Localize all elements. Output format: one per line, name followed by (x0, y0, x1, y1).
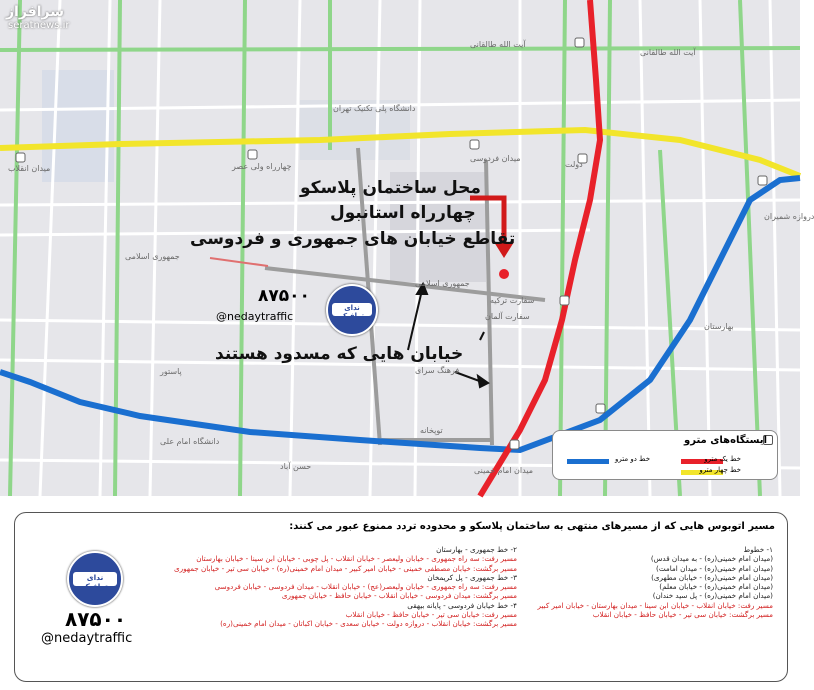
route-line: (میدان امام خمینی(ره) - به میدان قدس) (650, 554, 773, 564)
label-hassan-abad: حسن آباد (280, 462, 312, 471)
label-dolat: دولت (565, 160, 583, 169)
label-baharestan: بهارستان (704, 322, 734, 331)
label-darvazeh: دروازه شمیران (764, 212, 814, 221)
route-line: مسیر رفت: خیابان سی تیر - خیابان حافظ - خیابان انقلاب (345, 610, 517, 620)
brand-handle-panel: @nedaytraffic (41, 631, 133, 646)
route-line: مسیر رفت: سه راه جمهوری - خیابان ولیعصر(عج) - خیابان انقلاب - میدان فردوسی - خیابان فردوسی (214, 582, 517, 592)
brand-handle-map: @nedaytraffic (216, 310, 294, 323)
legend-label-line4: خط چهار مترو (699, 466, 741, 474)
label-istanbul: سفارت ترکیه (490, 296, 535, 305)
label-imam-ali-university: دانشگاه امام علی (160, 437, 220, 446)
routes-column-1 (537, 545, 773, 620)
label-farhang: فرهنگ سرای (415, 366, 460, 375)
label-enghelab-square: میدان انقلاب (8, 164, 51, 173)
route-line: ۲- خط جمهوری - بهارستان (436, 545, 517, 554)
legend-title: ایستگاه‌های مترو (684, 435, 767, 446)
label-toopkhaneh: توپخانه (420, 426, 443, 435)
plasco-location-marker (499, 269, 509, 279)
route-line: (میدان امام خمینی(ره) - پل سید خندان) (652, 591, 773, 601)
label-sefarat: سفارت آلمان (485, 312, 530, 321)
route-line: ۳- خط جمهوری - پل کریمخان (427, 572, 517, 582)
brand-phone-panel: ۸۷۵۰۰ (65, 607, 127, 631)
bus-routes-panel (14, 512, 788, 682)
route-line: (میدان امام خمینی(ره) - میدان امامت) (656, 563, 773, 573)
label-pastor: پاستور (160, 367, 182, 376)
brand-logo-text-map: ندای ترافیک (340, 304, 364, 320)
legend-label-line2: خط دو مترو (615, 455, 651, 463)
watermark-site: seratnews.ir (8, 20, 70, 31)
label-jomhouri-east: جمهوری اسلامی (415, 279, 470, 288)
annotation-intersection: چهارراه استانبول (330, 203, 476, 223)
route-line: (میدان امام خمینی(ره) - خیابان مطهری) (651, 572, 773, 582)
legend-label-line1: خط یک مترو (704, 455, 741, 463)
brand-logo-map (326, 284, 378, 336)
annotation-building: محل ساختمان پلاسکو (300, 178, 481, 198)
label-taleghani-east: آیت الله طالقانی (640, 48, 696, 57)
label-university: دانشگاه پلی تکنیک تهران (333, 104, 416, 113)
label-ferdowsi-square: میدان فردوسی (470, 154, 521, 163)
route-line: مسیر برگشت: میدان فردوسی - خیابان انقلاب - خیابان حافظ - خیابان جمهوری (281, 591, 517, 601)
brand-phone-map: ۸۷۵۰۰ (258, 286, 310, 306)
legend-swatch-line2 (567, 459, 609, 464)
route-line: مسیر برگشت: خیابان سی تیر - خیابان حافظ - خیابان انقلاب (592, 610, 773, 620)
route-line: ۴- خط خیابان فردوسی - پایانه بیهقی (407, 600, 517, 610)
panel-heading: مسیر اتوبوس هایی که از مسیرهای منتهی به ساختمان پلاسکو و محدوده تردد ممنوع عبور می کنند: (289, 521, 775, 532)
route-line: مسیر برگشت: خیابان انقلاب - دروازه دولت - خیابان سعدی - خیابان اکباتان - میدان امام خمینی(ره) (220, 619, 517, 629)
route-line: مسیر برگشت: خیابان مصطفی خمینی - خیابان امیر کبیر - میدان امام خمینی(ره) - خیابان سی تیر - خیابان جمهوری (174, 563, 517, 573)
metro-legend (552, 430, 778, 480)
routes-column-2 (174, 545, 517, 629)
watermark-logo: سرافراز (6, 4, 65, 20)
route-line: مسیر رفت: خیابان انقلاب - خیابان ابن سینا - میدان بهارستان - خیابان امیر کبیر (537, 600, 773, 610)
route-line: ۱- خطوط (743, 545, 773, 554)
label-taleghani: آیت الله طالقانی (470, 40, 526, 49)
label-vali-asr: چهارراه ولی عصر (232, 162, 292, 171)
brand-logo-text-panel: ندای ترافیک (82, 573, 108, 591)
annotation-streets: تقاطع خیابان های جمهوری و فردوسی (190, 229, 516, 249)
label-imam-square: میدان امام خمینی (474, 466, 534, 475)
annotation-closed-streets: خیابان هایی که مسدود هستند (215, 344, 464, 364)
route-line: (میدان امام خمینی(ره) - خیابان معلم) (659, 582, 773, 592)
route-line: مسیر رفت: سه راه جمهوری - خیابان ولیعصر - خیابان انقلاب - پل چوبی - خیابان ابن سینا - خیابان بهارستان (196, 554, 517, 564)
label-jomhouri-west: جمهوری اسلامی (125, 252, 180, 261)
brand-logo-panel (67, 551, 123, 607)
